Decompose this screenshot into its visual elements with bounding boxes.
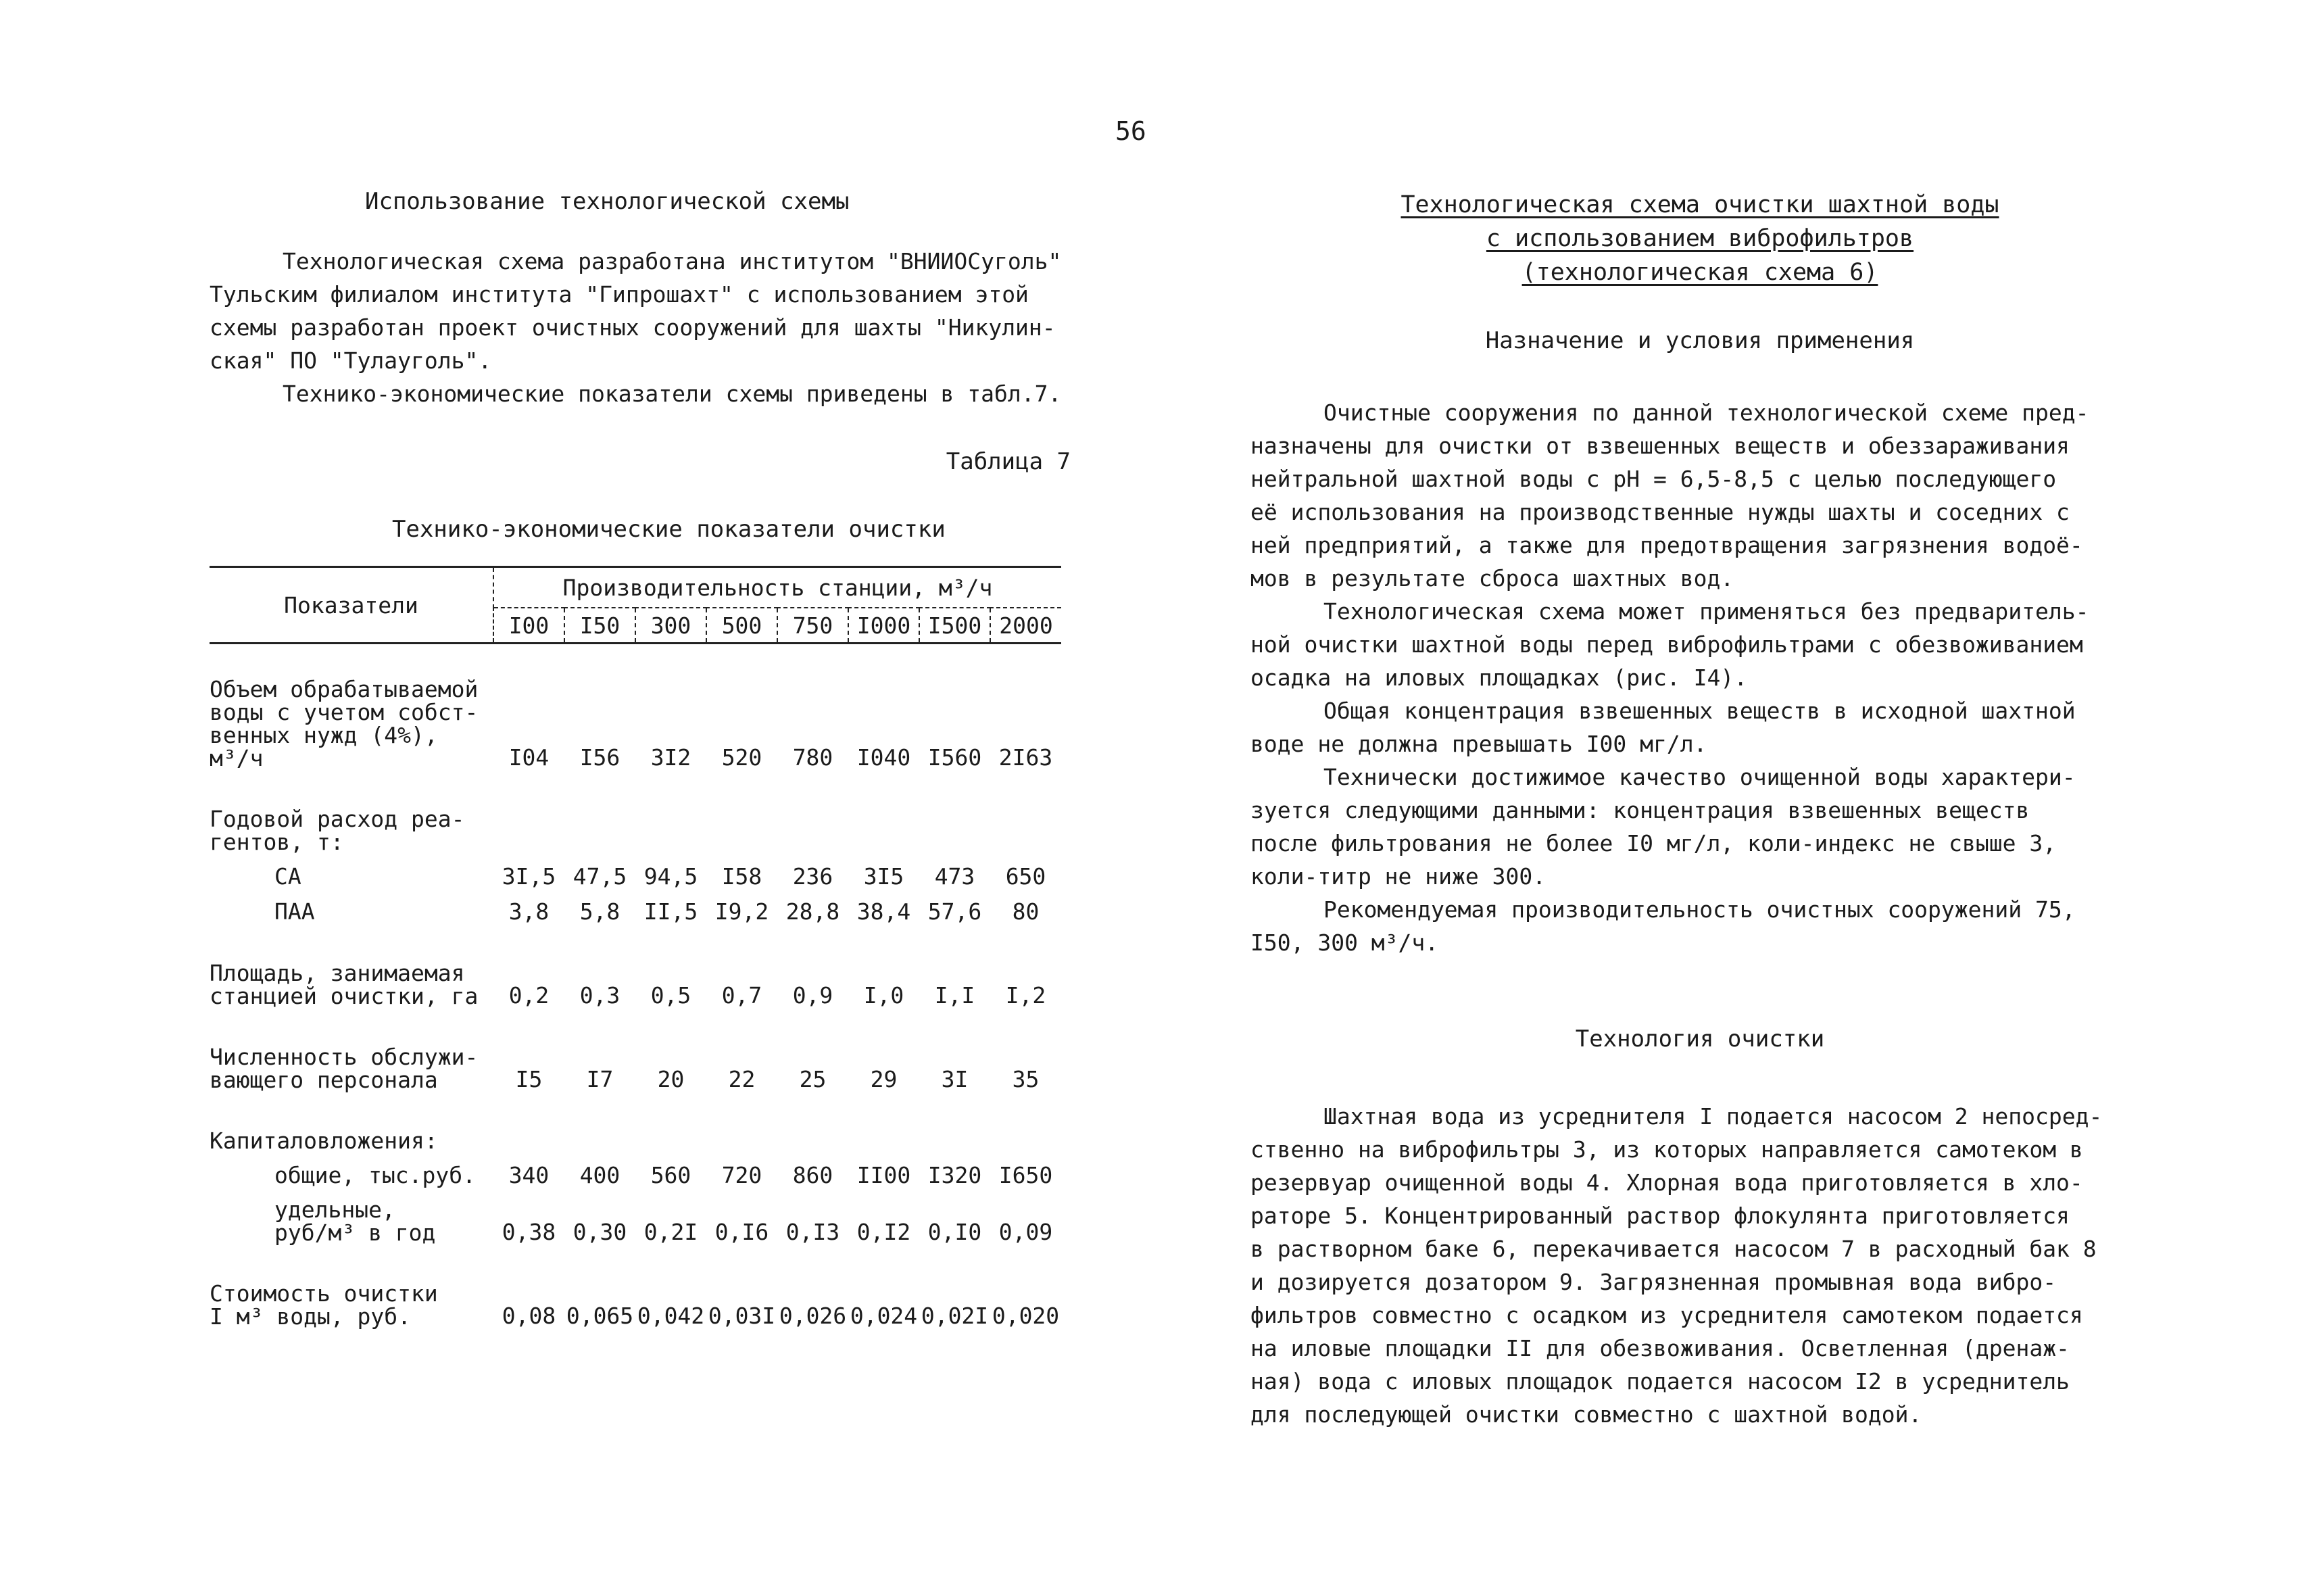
capacity-header: I000 — [848, 608, 919, 644]
table-cell: 650 — [1005, 863, 1046, 890]
table-cell: 0,042 — [637, 1303, 705, 1329]
table-cell: II00 — [856, 1162, 911, 1188]
table-cell: 560 — [650, 1162, 691, 1188]
table-row — [210, 893, 1061, 928]
indicators-table — [210, 566, 1061, 1332]
table-cell: 400 — [579, 1162, 620, 1188]
capacity-header: I500 — [919, 608, 990, 644]
table-cell: 0,7 — [721, 982, 762, 1009]
table-cell: 3I5 — [863, 863, 904, 890]
table-row — [210, 1123, 1061, 1157]
table-cell: 0,30 — [572, 1219, 627, 1245]
table-cell: 22 — [728, 1066, 756, 1092]
table-cell: 720 — [721, 1162, 762, 1188]
table-cell: I650 — [998, 1162, 1053, 1188]
subsection-heading: Назначение и условия применения — [1485, 327, 1915, 354]
table-cell: 57,6 — [927, 898, 982, 925]
table-cell: I040 — [856, 744, 911, 771]
table-cell: 25 — [799, 1066, 827, 1092]
table-row — [210, 955, 1061, 1012]
table-cell: I560 — [927, 744, 982, 771]
title-line: Технологическая схема очистки шахтной воды — [1400, 191, 1999, 218]
table-row — [210, 671, 1061, 774]
text-line: Технологическая схема разработана институтом "ВНИИОСуголь" — [283, 248, 1062, 274]
table-cell: I56 — [579, 744, 620, 771]
table-cell: 3I — [941, 1066, 969, 1092]
table-cell: 520 — [721, 744, 762, 771]
table-header-group: Производительность станции, м³/ч — [493, 567, 1061, 608]
text-line: схемы разработан проект очистных сооружений для шахты "Никулин- — [210, 314, 1056, 341]
table-cell: 0,024 — [850, 1303, 918, 1329]
table-cell: I9,2 — [714, 898, 769, 925]
table-cell: I04 — [508, 744, 550, 771]
table-cell: 0,3 — [579, 982, 620, 1009]
table-cell: 94,5 — [643, 863, 698, 890]
table-cell: I,I — [934, 982, 975, 1009]
table-cell: 860 — [792, 1162, 833, 1188]
table-cell: 47,5 — [572, 863, 627, 890]
left-heading: Использование технологической схемы — [365, 188, 850, 215]
table-cell: 35 — [1012, 1066, 1040, 1092]
table-row — [210, 1192, 1061, 1249]
table-cell: 0,I2 — [856, 1219, 911, 1245]
left-paragraph-1 — [210, 245, 1081, 410]
table-cell: 0,02I — [921, 1303, 989, 1329]
right-paragraph-5: Рекомендуемая производительность очистных сооружений 75, I50, 300 м³/ч. — [1250, 896, 2076, 956]
row-label: Стоимость очистки I м³ воды, руб. — [210, 1280, 438, 1330]
table-cell: 0,I0 — [927, 1219, 982, 1245]
table-cell: 236 — [792, 863, 833, 890]
table-row — [210, 801, 1061, 858]
table-cell: 0,026 — [779, 1303, 847, 1329]
row-label: СА — [274, 863, 301, 890]
right-paragraph-3: Общая концентрация взвешенных веществ в исходной шахтной воде не должна превышать I00 мг/л. — [1250, 698, 2076, 757]
table-cell: 80 — [1012, 898, 1040, 925]
title-line: (технологическая схема 6) — [1521, 259, 1878, 286]
table-number: Таблица 7 — [946, 448, 1071, 475]
title-line: с использованием виброфильтров — [1486, 225, 1914, 252]
left-column — [210, 181, 1081, 1332]
right-column — [1250, 188, 2149, 1431]
row-label: Объем обрабатываемой воды с учетом собст- венных нужд (4%), м³/ч — [210, 676, 479, 771]
right-paragraph-2: Технологическая схема может применяться без предваритель- ной очистки шахтной воды перед виброфильтрами с обезвоживанием осадка на иловых площадках (рис. I4). — [1250, 598, 2089, 691]
table-cell: II,5 — [643, 898, 698, 925]
table-cell: 20 — [657, 1066, 685, 1092]
table-cell: 3I2 — [650, 744, 691, 771]
table-cell: 0,065 — [566, 1303, 634, 1329]
table-cell: 2I63 — [998, 744, 1053, 771]
table-cell: 0,2 — [508, 982, 550, 1009]
table-cell: 28,8 — [785, 898, 840, 925]
table-row — [210, 1276, 1061, 1332]
text-line: Тульским филиалом института "Гипрошахт" с использованием этой — [210, 281, 1029, 308]
table-cell: 473 — [934, 863, 975, 890]
table-cell: 0,2I — [643, 1219, 698, 1245]
table-cell: 0,I3 — [785, 1219, 840, 1245]
text-line: Технико-экономические показатели схемы приведены в табл.7. — [283, 381, 1062, 407]
capacity-header: 300 — [635, 608, 706, 644]
table-cell: 0,08 — [502, 1303, 556, 1329]
capacity-header: 2000 — [999, 612, 1053, 639]
table-cell: 5,8 — [579, 898, 620, 925]
capacity-header: I50 — [564, 608, 635, 644]
table-row — [210, 1157, 1061, 1192]
row-label: Площадь, занимаемая станцией очистки, га — [210, 960, 479, 1009]
table-cell: 0,38 — [502, 1219, 556, 1245]
table-cell: 0,5 — [650, 982, 691, 1009]
table-row — [210, 1039, 1061, 1096]
page-number: 56 — [1115, 116, 1146, 146]
table-cell: 3I,5 — [502, 863, 556, 890]
row-label: Капиталовложения: — [210, 1128, 438, 1154]
table-cell: 780 — [792, 744, 833, 771]
table-cell: 0,9 — [792, 982, 833, 1009]
subsection-heading: Технология очистки — [1575, 1025, 1825, 1053]
table-cell: I,0 — [863, 982, 904, 1009]
row-label: ПАА — [274, 898, 315, 925]
capacity-header: I00 — [493, 608, 564, 644]
row-label: Численность обслужи- вающего персонала — [210, 1044, 479, 1093]
table-cell: I7 — [586, 1066, 614, 1092]
right-paragraph-6: Шахтная вода из усреднителя I подается насосом 2 непосред- ственно на виброфильтры 3, из которых направляется самотеком в резервуар очищенной воды 4. Хлорная вода приготовляется в хло- раторе 5. Концентрированный раствор флокулянта приготовляется в растворном баке 6, перекачивается насосом 7 в расходный бак 8 и дозируется дозатором 9. Загрязненная промывная вода вибро- фильтров совместно с осадком из усреднителя самотеком подается на иловые площадки II для обезвоживания. Осветленная (дренаж- ная) вода с иловых площадок подается насосом I2 в усреднитель для последующей очистки совместно с шахтной водой. — [1250, 1103, 2103, 1428]
section-title — [1250, 188, 2149, 289]
table-cell: 38,4 — [856, 898, 911, 925]
table-cell: I320 — [927, 1162, 982, 1188]
table-cell: 3,8 — [508, 898, 550, 925]
capacity-header: 750 — [777, 608, 848, 644]
row-label: Годовой расход реа- гентов, т: — [210, 806, 465, 855]
table-cell: I58 — [721, 863, 762, 890]
table-cell: 340 — [508, 1162, 550, 1188]
table-cell: 0,09 — [998, 1219, 1053, 1245]
table-title: Технико-экономические показатели очистки — [392, 516, 946, 543]
right-paragraph-1: Очистные сооружения по данной технологической схеме пред- назначены для очистки от взвешенных веществ и обеззараживания нейтральной шахтной воды с pH = 6,5-8,5 с целью последующего её использования на производственные нужды шахты и соседних с ней предприятий, а также для предотвращения загрязнения водоё- мов в результате сброса шахтных вод. — [1250, 400, 2089, 591]
table-cell: 29 — [870, 1066, 898, 1092]
table-cell: 0,I6 — [714, 1219, 769, 1245]
table-cell: 0,03I — [708, 1303, 776, 1329]
capacity-header: 500 — [706, 608, 777, 644]
text-line: ская" ПО "Тулауголь". — [210, 347, 492, 374]
right-paragraph-4: Технически достижимое качество очищенной воды характери- зуется следующими данными: концентрация взвешенных веществ после фильтрования не более I0 мг/л, коли-индекс не свыше 3, коли-титр не ниже 300. — [1250, 764, 2076, 890]
row-label: удельные, руб/м³ в год — [274, 1196, 436, 1246]
table-row — [210, 858, 1061, 893]
table-header-label: Показатели — [210, 567, 493, 644]
table-cell: 0,020 — [992, 1303, 1060, 1329]
table-cell: I,2 — [1005, 982, 1046, 1009]
row-label: общие, тыс.руб. — [274, 1162, 477, 1188]
table-cell: I5 — [515, 1066, 543, 1092]
